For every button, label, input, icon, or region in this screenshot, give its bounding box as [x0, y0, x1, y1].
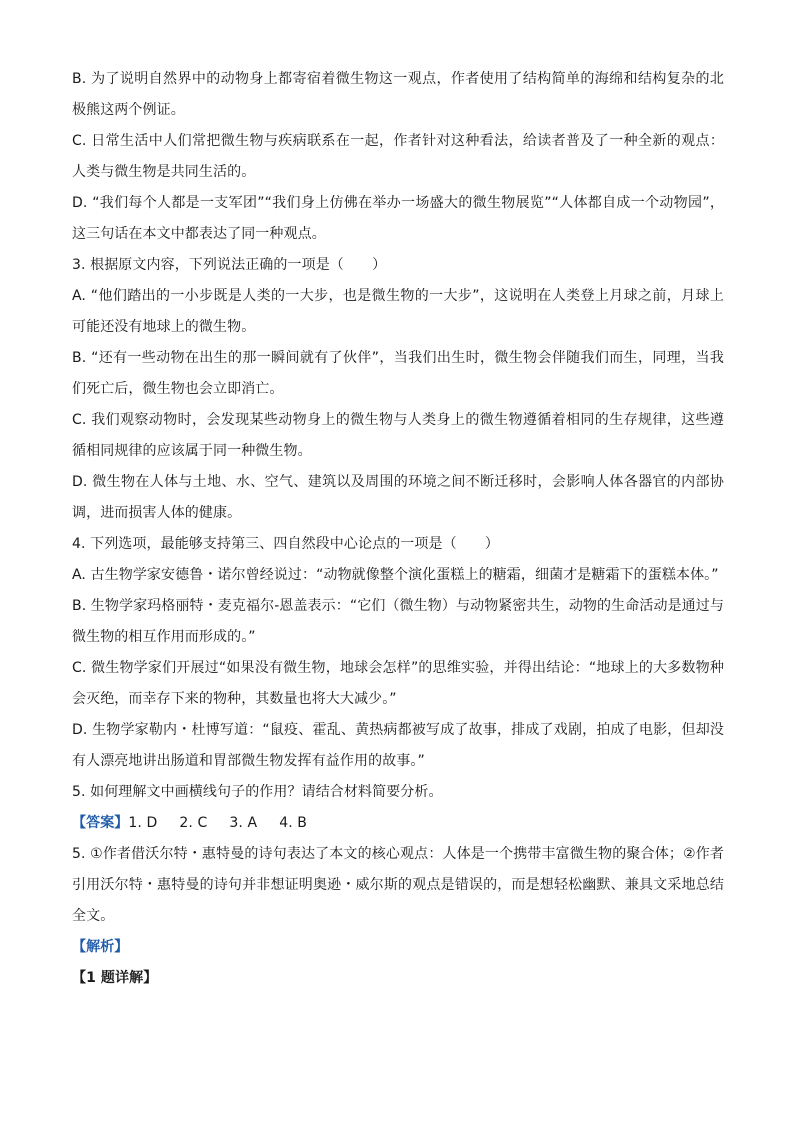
answer-item: 1. D: [128, 815, 158, 831]
document-body: [72, 64, 724, 994]
question-4: 4. 下列选项，最能够支持第三、四自然段中心论点的一项是（ ）: [72, 536, 500, 552]
option-a-q3: A. “他们踏出的一小步既是人类的一大步，也是微生物的一大步”，这说明在人类登上月球之前，月球上可能还没有地球上的微生物。: [72, 288, 724, 335]
detail-label-q1: 【1 题详解】: [72, 970, 158, 986]
option-d-q4: D. 生物学家勒内・杜博写道：“鼠疫、霍乱、黄热病都被写成了故事，排成了戏剧，拍成了电影，但却没有人漂亮地讲出肠道和胃部微生物发挥有益作用的故事。”: [72, 722, 724, 769]
option-a-q4: A. 古生物学家安德鲁・诺尔曾经说过：“动物就像整个演化蛋糕上的糖霜，细菌才是糖霜下的蛋糕本体。”: [72, 567, 719, 583]
option-c-q2: C. 日常生活中人们常把微生物与疾病联系在一起，作者针对这种看法，给读者普及了一种全新的观点：人类与微生物是共同生活的。: [72, 133, 724, 180]
question-3: 3. 根据原文内容，下列说法正确的一项是（ ）: [72, 257, 387, 273]
option-b-q4: B. 生物学家玛格丽特・麦克福尔-恩盖表示：“它们（微生物）与动物紧密共生，动物的生命活动是通过与微生物的相互作用而形成的。”: [72, 598, 724, 645]
answer-item: 4. B: [279, 815, 307, 831]
option-d-q2: D. “我们每个人都是一支军团”“我们身上仿佛在举办一场盛大的微生物展览”“人体都自成一个动物园”，这三句话在本文中都表达了同一种观点。: [72, 195, 724, 242]
option-c-q3: C. 我们观察动物时，会发现某些动物身上的微生物与人类身上的微生物遵循着相同的生存规律，这些遵循相同规律的应该属于同一种微生物。: [72, 412, 724, 459]
option-b-q2: B. 为了说明自然界中的动物身上都寄宿着微生物这一观点，作者使用了结构简单的海绵和结构复杂的北极熊这两个例证。: [72, 71, 724, 118]
analysis-label: 【解析】: [72, 939, 129, 955]
answer-item: 2. C: [179, 815, 208, 831]
option-d-q3: D. 微生物在人体与土地、水、空气、建筑以及周围的环境之间不断迁移时，会影响人体各器官的内部协调，进而损害人体的健康。: [72, 474, 724, 521]
answer-label: 【答案】: [72, 815, 129, 831]
option-c-q4: C. 微生物学家们开展过“如果没有微生物，地球会怎样”的思维实验，并得出结论：“地球上的大多数物种会灭绝，而幸存下来的物种，其数量也将大大减少。”: [72, 660, 724, 707]
answer-item: 3. A: [229, 815, 258, 831]
answer-5: 5. ①作者借沃尔特・惠特曼的诗句表达了本文的核心观点：人体是一个携带丰富微生物的聚合体；②作者引用沃尔特・惠特曼的诗句并非想证明奥逊・威尔斯的观点是错误的，而是想轻松幽默、兼具文采地总结全文。: [72, 846, 724, 924]
answer-line: [72, 808, 724, 839]
question-5: 5. 如何理解文中画横线句子的作用？请结合材料简要分析。: [72, 784, 443, 800]
option-b-q3: B. “还有一些动物在出生的那一瞬间就有了伙伴”，当我们出生时，微生物会伴随我们而生，同理，当我们死亡后，微生物也会立即消亡。: [72, 350, 724, 397]
